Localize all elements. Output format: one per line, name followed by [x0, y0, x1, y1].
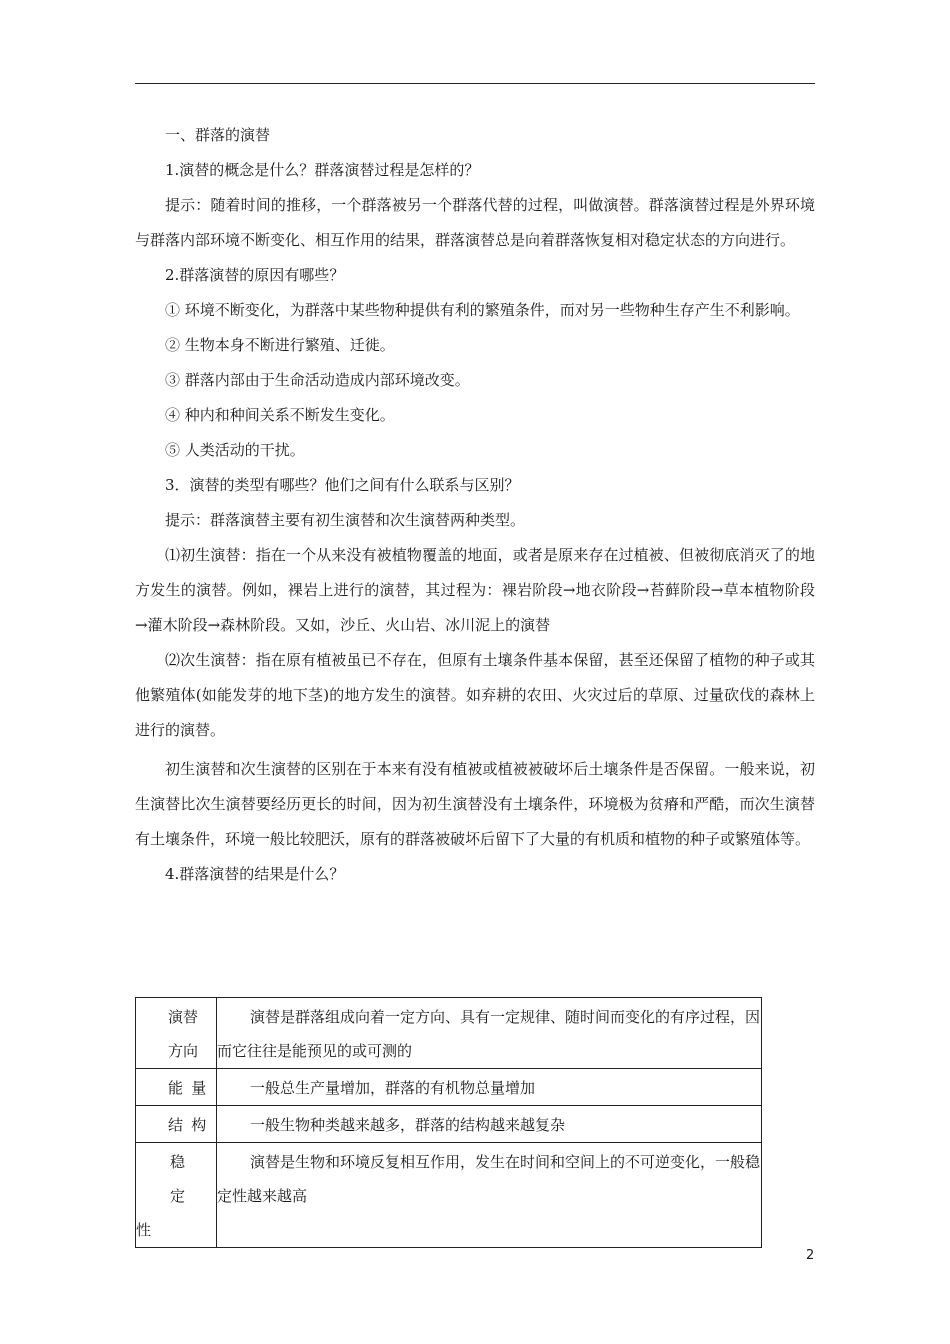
- row-content-text: 演替是群落组成向着一定方向、具有一定规律、随时间而变化的有序过程，因而它往往是能预见的或可测的: [217, 1008, 761, 1060]
- table-row: [136, 1069, 762, 1106]
- reason-2: ② 生物本身不断进行繁殖、迁徙。: [165, 336, 395, 354]
- page-number: 2: [806, 1248, 815, 1263]
- reason-4: ④ 种内和种间关系不断发生变化。: [165, 406, 395, 424]
- question-2: 2.群落演替的原因有哪些？: [165, 266, 345, 284]
- row-content: [217, 1106, 762, 1143]
- label-line-1: 演替: [168, 1008, 199, 1026]
- reason-3: ③ 群落内部由于生命活动造成内部环境改变。: [165, 371, 470, 389]
- succession-result-table: [135, 997, 762, 1248]
- question-1: 1.演替的概念是什么？群落演替过程是怎样的？: [165, 161, 480, 179]
- row-content: [217, 998, 762, 1069]
- row-content-text: 一般生物种类越来越多，群落的结构越来越复杂: [250, 1116, 566, 1134]
- label-line-2: 性: [136, 1221, 152, 1239]
- document-body: [135, 118, 815, 892]
- table-row: [136, 998, 762, 1069]
- row-label: [136, 1106, 217, 1143]
- row-content-text: 演替是生物和环境反复相互作用，发生在时间和空间上的不可逆变化，一般稳定性越来越高: [217, 1153, 761, 1205]
- question-3: 3．演替的类型有哪些？他们之间有什么联系与区别？: [165, 476, 520, 494]
- row-content: [217, 1143, 762, 1248]
- succession-difference: 初生演替和次生演替的区别在于本来有没有植被或植被被破坏后土壤条件是否保留。一般来说，初生演替比次生演替要经历更长的时间，因为初生演替没有土壤条件，环境极为贫瘠和严酷，而次生演替有土壤条件，环境一般比较肥沃，原有的群落被破坏后留下了大量的有机质和植物的种子或繁殖体等。: [135, 760, 815, 848]
- secondary-succession: ⑵次生演替：指在原有植被虽已不存在，但原有土壤条件基本保留，甚至还保留了植物的种子或其他繁殖体(如能发芽的地下茎)的地方发生的演替。如弃耕的农田、火灾过后的草原、过量砍伐的森林上进行的演替。: [135, 651, 815, 739]
- row-content-text: 一般总生产量增加，群落的有机物总量增加: [250, 1079, 536, 1097]
- label-line-1: 结构: [168, 1116, 215, 1134]
- row-label: [136, 1069, 217, 1106]
- table-row: [136, 1106, 762, 1143]
- section-title: 一、群落的演替: [165, 126, 271, 144]
- answer-1: 提示：随着时间的推移，一个群落被另一个群落代替的过程，叫做演替。群落演替过程是外界环境与群落内部环境不断变化、相互作用的结果，群落演替总是向着群落恢复相对稳定状态的方向进行。: [135, 196, 815, 249]
- primary-succession: ⑴初生演替：指在一个从来没有被植物覆盖的地面，或者是原来存在过植被、但被彻底消灭了的地方发生的演替。例如，裸岩上进行的演替，其过程为：裸岩阶段→地衣阶段→苔藓阶段→草本植物阶段→灌木阶段→森林阶段。又如，沙丘、火山岩、冰川泥上的演替: [135, 546, 815, 634]
- label-line-1: 稳定: [170, 1153, 204, 1205]
- label-line-1: 能量: [168, 1079, 215, 1097]
- row-label: [136, 998, 217, 1069]
- question-4: 4.群落演替的结果是什么？: [165, 865, 345, 883]
- header-rule: [135, 83, 815, 84]
- reason-1: ① 环境不断变化，为群落中某些物种提供有利的繁殖条件，而对另一些物种生存产生不利影响。: [165, 301, 800, 319]
- answer-3-hint: 提示：群落演替主要有初生演替和次生演替两种类型。: [165, 511, 526, 529]
- table-row: [136, 1143, 762, 1248]
- row-content: [217, 1069, 762, 1106]
- row-label: [136, 1143, 217, 1248]
- label-line-2: 方向: [168, 1042, 199, 1060]
- reason-5: ⑤ 人类活动的干扰。: [165, 441, 305, 459]
